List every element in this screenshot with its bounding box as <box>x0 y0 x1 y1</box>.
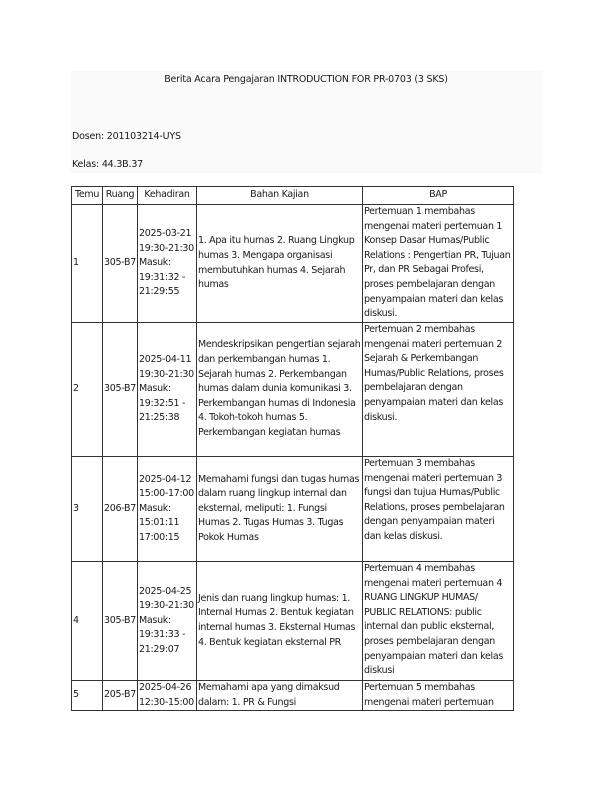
bap-table <box>71 186 514 711</box>
kehadiran-cell: 2025-03-21 19:30-21:30 Masuk: 19:31:32 - 21:29:55 <box>138 205 197 323</box>
bap-cell: Pertemuan 1 membahas mengenai materi pertemuan 1 Konsep Dasar Humas/Public Relations : Pengertian PR, Tujuan Pr, dan PR Sebagai Profesi, proses pembelajaran dengan penyampaian materi dan kelas diskusi. <box>363 205 514 323</box>
header-block <box>70 71 542 173</box>
bahan-kajian-cell: Memahami apa yang dimaksud dalam: 1. PR & Fungsi <box>197 681 363 711</box>
bahan-kajian-cell: 1. Apa itu humas 2. Ruang Lingkup humas 3. Mengapa organisasi membutuhkan humas 4. Sejarah humas <box>197 205 363 323</box>
dosen-label: Dosen: 201103214-UYS <box>72 131 181 142</box>
kehadiran-cell: 2025-04-11 19:30-21:30 Masuk: 19:32:51 - 21:25:38 <box>138 323 197 457</box>
bahan-kajian-cell: Mendeskripsikan pengertian sejarah dan perkembangan humas 1. Sejarah humas 2. Perkembangan humas dalam dunia komunikasi 3. Perkembangan humas di Indonesia 4. Tokoh-tokoh humas 5. Perkembangan kegiatan humas <box>197 323 363 457</box>
kehadiran-cell: 2025-04-25 19:30-21:30 Masuk: 19:31:33 - 21:29:07 <box>138 562 197 681</box>
document-title: Berita Acara Pengajaran INTRODUCTION FOR PR-0703 (3 SKS) <box>164 74 448 85</box>
bap-cell: Pertemuan 4 membahas mengenai materi pertemuan 4 RUANG LINGKUP HUMAS/ PUBLIC RELATIONS: public internal dan public eksternal, proses pembelajaran dengan penyampaian materi dan kelas diskusi <box>363 562 514 681</box>
ruang-cell: 305-B7 <box>103 562 138 681</box>
column-header-bap: BAP <box>363 187 514 205</box>
kehadiran-cell: 2025-04-12 15:00-17:00 Masuk: 15:01:11 17:00:15 <box>138 457 197 562</box>
kelas-label: Kelas: 44.3B.37 <box>72 159 144 170</box>
kehadiran-cell: 2025-04-26 12:30-15:00 <box>138 681 197 711</box>
bap-cell: Pertemuan 5 membahas mengenai materi pertemuan <box>363 681 514 711</box>
column-header-bahan-kajian: Bahan Kajian <box>197 187 363 205</box>
temu-cell: 2 <box>72 323 103 457</box>
bap-cell: Pertemuan 2 membahas mengenai materi pertemuan 2 Sejarah & Perkembangan Humas/Public Relations, proses pembelajaran dengan penyampaian materi dan kelas diskusi. <box>363 323 514 457</box>
bap-cell: Pertemuan 3 membahas mengenai materi pertemuan 3 fungsi dan tujua Humas/Public Relations, proses pembelajaran dengan penyampaian materi dan kelas diskusi. <box>363 457 514 562</box>
bahan-kajian-cell: Jenis dan ruang lingkup humas: 1. Internal Humas 2. Bentuk kegiatan internal humas 3. Eksternal Humas 4. Bentuk kegiatan eksternal PR <box>197 562 363 681</box>
table-row <box>72 681 514 711</box>
table-row <box>72 562 514 681</box>
table-header-row <box>72 187 514 205</box>
temu-cell: 5 <box>72 681 103 711</box>
ruang-cell: 206-B7 <box>103 457 138 562</box>
ruang-cell: 305-B7 <box>103 205 138 323</box>
table-row <box>72 457 514 562</box>
table-row <box>72 205 514 323</box>
table-row <box>72 323 514 457</box>
temu-cell: 3 <box>72 457 103 562</box>
ruang-cell: 205-B7 <box>103 681 138 711</box>
ruang-cell: 305-B7 <box>103 323 138 457</box>
temu-cell: 4 <box>72 562 103 681</box>
temu-cell: 1 <box>72 205 103 323</box>
column-header-temu: Temu <box>72 187 103 205</box>
column-header-kehadiran: Kehadiran <box>138 187 197 205</box>
bahan-kajian-cell: Memahami fungsi dan tugas humas dalam ruang lingkup internal dan eksternal, meliputi: 1. Fungsi Humas 2. Tugas Humas 3. Tugas Pokok Humas <box>197 457 363 562</box>
column-header-ruang: Ruang <box>103 187 138 205</box>
